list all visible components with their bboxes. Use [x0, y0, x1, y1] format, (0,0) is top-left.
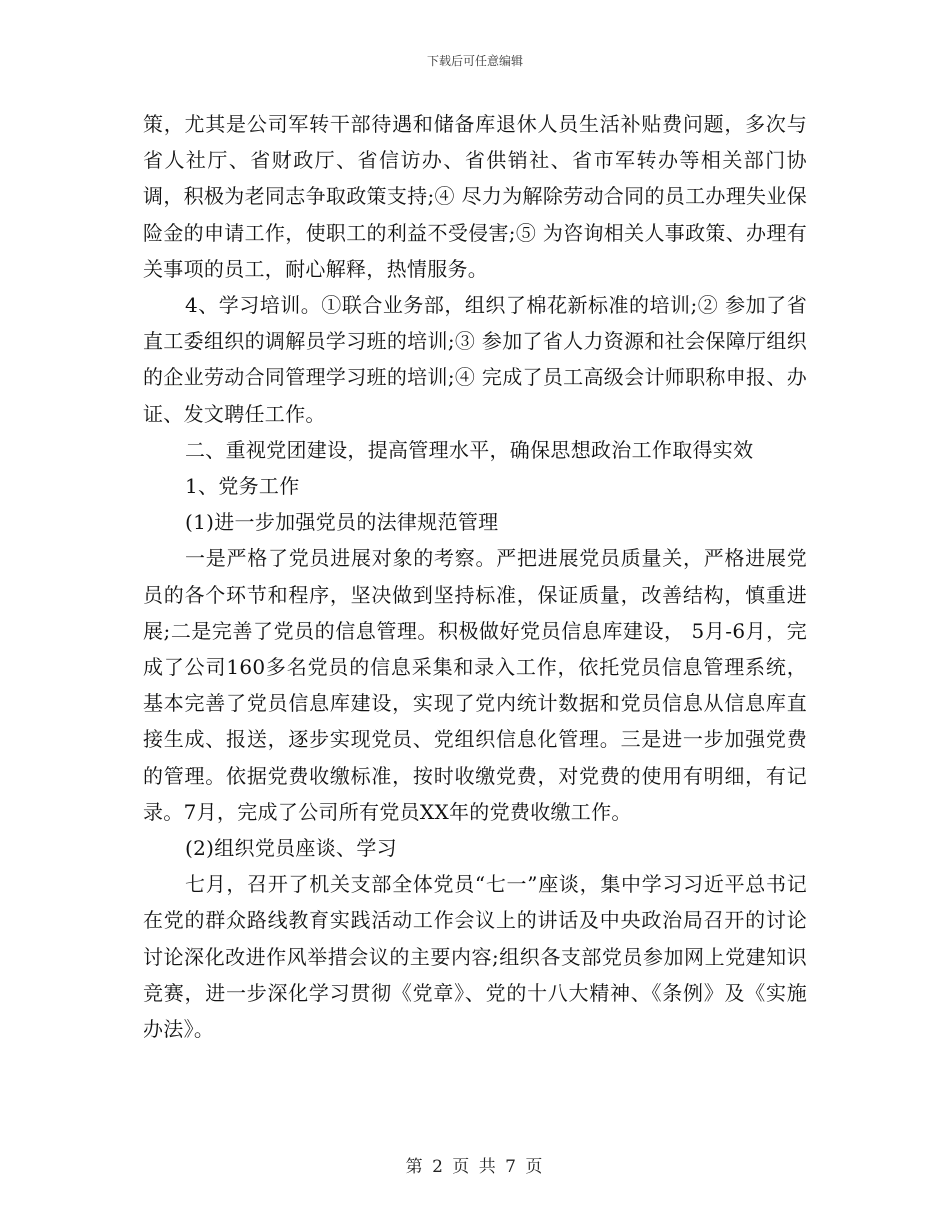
page-header: 下载后可任意编辑 [426, 54, 523, 68]
paragraph: 一是严格了党员进展对象的考察。严把进展党员质量关，严格进展党员的各个环节和程序，坚决做到坚持标准，保证质量，改善结构，慎重进展;二是完善了党员的信息管理。积极做好党员信息库建设， 5月-6月，完成了公司160多名党员的信息采集和录入工作，依托党员信息管理系统，基本完善了党员信息库建设，实现了党内统计数据和党员信息从信息库直接生成、报送，逐步实现党员、党组织信息化管理。三是进一步加强党费的管理。依据党费收缴标准，按时收缴党费，对党费的使用有明细，有记录。7月，完成了公司所有党员XX年的党费收缴工作。 [143, 546, 807, 824]
paragraph: 七月，召开了机关支部全体党员“七一”座谈，集中学习习近平总书记在党的群众路线教育实践活动工作会议上的讲话及中央政治局召开的讨论讨论深化改进作风举措会议的主要内容;组织各支部党员参加网上党建知识竞赛，进一步深化学习贯彻《党章》、党的十八大精神、《条例》及《实施办法》。 [143, 872, 807, 1042]
subsection-heading: 1、党务工作 [185, 474, 300, 499]
page-number: 第 2 页 共 7 页 [405, 1157, 545, 1177]
paragraph: 策，尤其是公司军转干部待遇和储备库退休人员生活补贴费问题，多次与省人社厅、省财政厅、省信访办、省供销社、省市军转办等相关部门协调，积极为老同志争取政策支持;④ 尽力为解除劳动合同的员工办理失业保险金的申请工作，使职工的利益不受侵害;⑤ 为咨询相关人事政策、办理有关事项的员工，耐心解释，热情服务。 [143, 112, 807, 281]
document-body [143, 106, 807, 1047]
subsection-heading: (1)进一步加强党员的法律规范管理 [185, 510, 499, 535]
paragraph: 4、学习培训。①联合业务部，组织了棉花新标准的培训;② 参加了省直工委组织的调解员学习班的培训;③ 参加了省人力资源和社会保障厅组织的企业劳动合同管理学习班的培训;④ 完成了员工高级会计师职称申报、办证、发文聘任工作。 [143, 293, 807, 426]
subsection-heading: (2)组织党员座谈、学习 [185, 836, 397, 861]
section-heading: 二、重视党团建设，提高管理水平，确保思想政治工作取得实效 [185, 437, 754, 462]
